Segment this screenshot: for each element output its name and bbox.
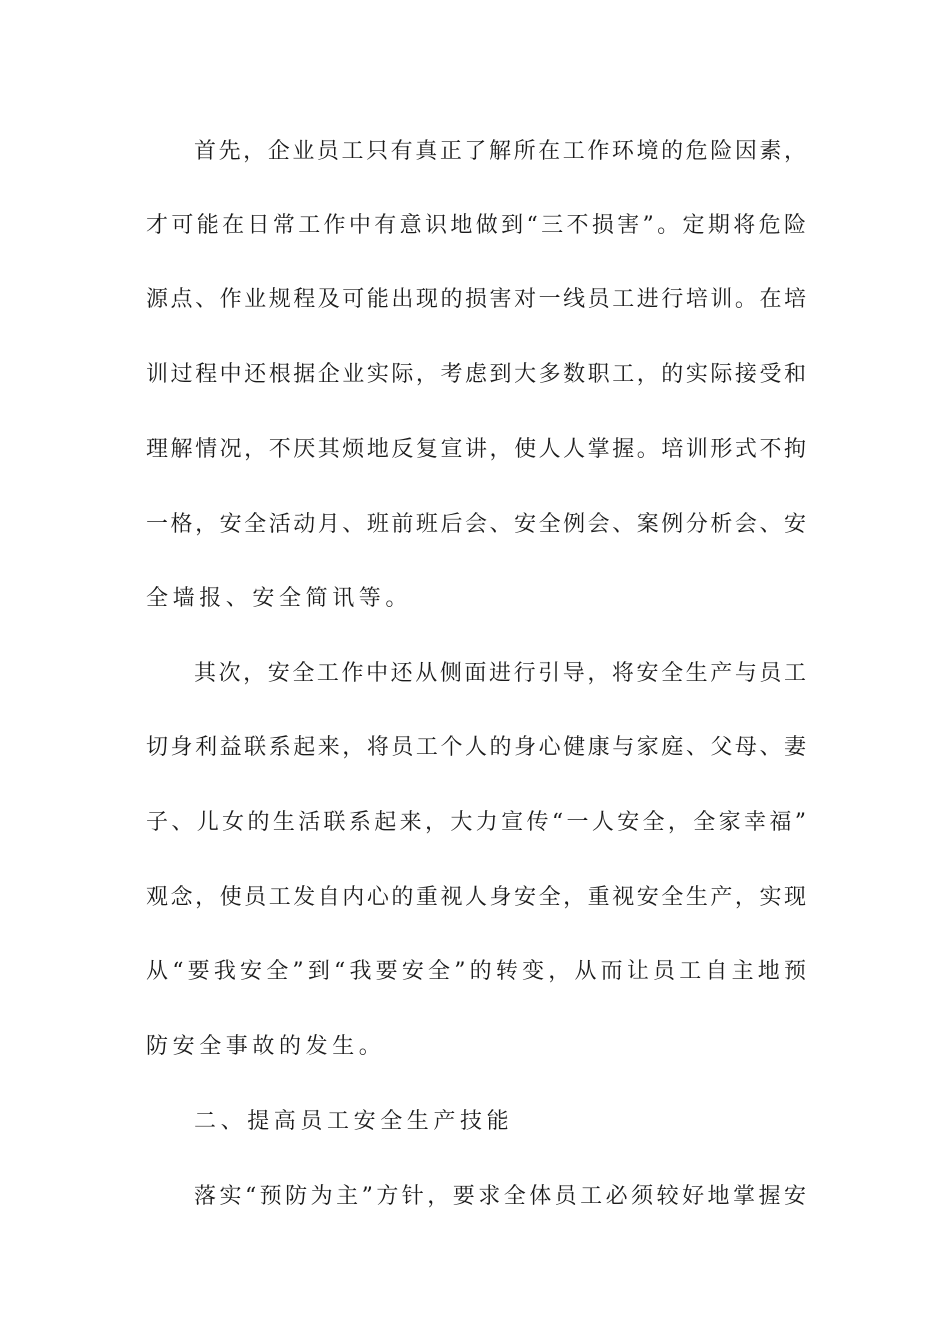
paragraph-line: 训过程中还根据企业实际，考虑到大多数职工，的实际接受和 [146,362,806,387]
paragraph-line: 切身利益联系起来，将员工个人的身心健康与家庭、父母、妻 [146,735,806,760]
paragraph-line: 子、儿女的生活联系起来，大力宣传“一人安全，全家幸福” [146,810,806,835]
paragraph-line: 其次，安全工作中还从侧面进行引导，将安全生产与员工 [194,661,806,686]
paragraph-line: 首先，企业员工只有真正了解所在工作环境的危险因素， [194,139,806,164]
paragraph-line: 一格，安全活动月、班前班后会、安全例会、案例分析会、安 [146,512,806,537]
paragraph-line: 才可能在日常工作中有意识地做到“三不损害”。定期将危险 [146,213,806,238]
paragraph-line: 全墙报、安全简讯等。 [146,586,413,611]
paragraph-line: 理解情况，不厌其烦地反复宣讲，使人人掌握。培训形式不拘 [146,437,806,462]
paragraph-line: 从“要我安全”到“我要安全”的转变，从而让员工自主地预 [146,959,806,984]
paragraph-line: 防安全事故的发生。 [146,1034,386,1059]
section-heading: 二、提高员工安全生产技能 [194,1109,514,1134]
paragraph-line: 观念，使员工发自内心的重视人身安全，重视安全生产，实现 [146,885,806,910]
paragraph-line: 源点、作业规程及可能出现的损害对一线员工进行培训。在培 [146,287,806,312]
paragraph-line: 落实“预防为主”方针，要求全体员工必须较好地掌握安 [194,1184,806,1209]
